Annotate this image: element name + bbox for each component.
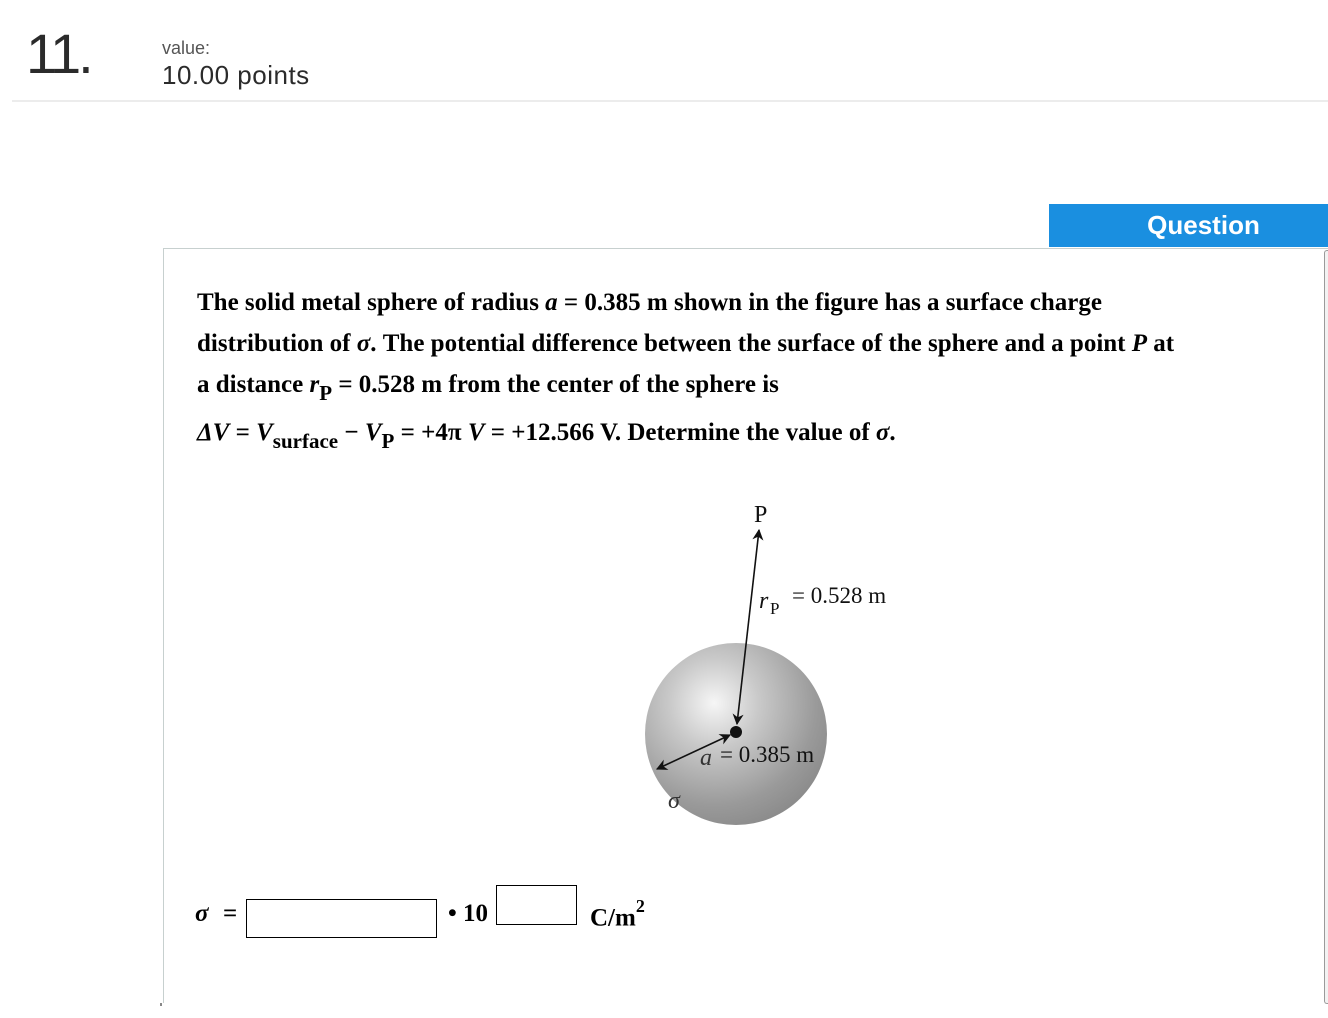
prompt-text: = +12.566 V. Determine the value of (484, 419, 876, 446)
subscript-P: P (319, 381, 333, 405)
sphere-figure (620, 490, 920, 840)
value-points: 10.00 points (162, 60, 310, 90)
var-V: V (364, 419, 382, 446)
prompt-text: . (889, 419, 896, 446)
panel-scrollbar[interactable] (1324, 250, 1328, 1004)
a-value: = 0.385 m (720, 742, 815, 767)
var-r: r (309, 371, 320, 398)
answer-sigma-label: σ (195, 900, 209, 927)
var-a: a (545, 289, 558, 316)
var-P: P (1131, 330, 1148, 357)
var-sigma: σ (875, 419, 890, 446)
prompt-text: . The potential difference between the surface of the sphere and a point (370, 330, 1132, 357)
prompt-text: = 0.528 m from the center of the sphere is (332, 371, 779, 398)
question-number: 11. (26, 22, 91, 85)
prompt-line-3 (197, 364, 1317, 406)
rp-subscript: P (770, 599, 780, 618)
subscript-surface: surface (272, 429, 339, 453)
panel-corner-mark (160, 1003, 162, 1006)
var-V: V (256, 419, 273, 446)
var-V: V (467, 419, 485, 446)
var-sigma: σ (356, 330, 371, 357)
prompt-text: at (1147, 330, 1175, 357)
prompt-text: = 0.385 m shown in the figure has a surface charge (557, 289, 1102, 316)
prompt-text: The solid metal sphere of radius (197, 289, 546, 316)
unit-exponent: 2 (635, 896, 645, 916)
mantissa-input[interactable] (246, 899, 437, 938)
a-symbol: a (700, 745, 712, 771)
prompt-line-1 (197, 282, 1317, 323)
center-dot (730, 726, 742, 738)
exponent-input[interactable] (496, 885, 577, 925)
delta-v: ΔV (197, 419, 230, 446)
times-ten-label: • 10 (448, 900, 489, 927)
prompt-text: = +4π (394, 419, 468, 446)
subscript-P: P (381, 429, 395, 453)
header-divider (12, 100, 1328, 102)
prompt-line-4 (197, 412, 1317, 454)
rp-value: = 0.528 m (792, 583, 887, 608)
prompt-text: a distance (197, 371, 310, 398)
prompt-text: = (229, 419, 257, 446)
rp-symbol: r (759, 588, 769, 614)
question-tab[interactable]: Question (1049, 204, 1328, 247)
unit-text: C/m (590, 904, 636, 932)
prompt-text: − (338, 419, 365, 446)
answer-equals: = (223, 900, 238, 927)
prompt-text: distribution of (197, 330, 357, 357)
value-label: value: (162, 38, 211, 58)
prompt-line-2 (197, 323, 1317, 364)
point-P-label: P (754, 502, 768, 528)
sigma-label: σ (668, 788, 680, 814)
question-prompt (197, 282, 1317, 454)
unit-label (590, 896, 645, 932)
